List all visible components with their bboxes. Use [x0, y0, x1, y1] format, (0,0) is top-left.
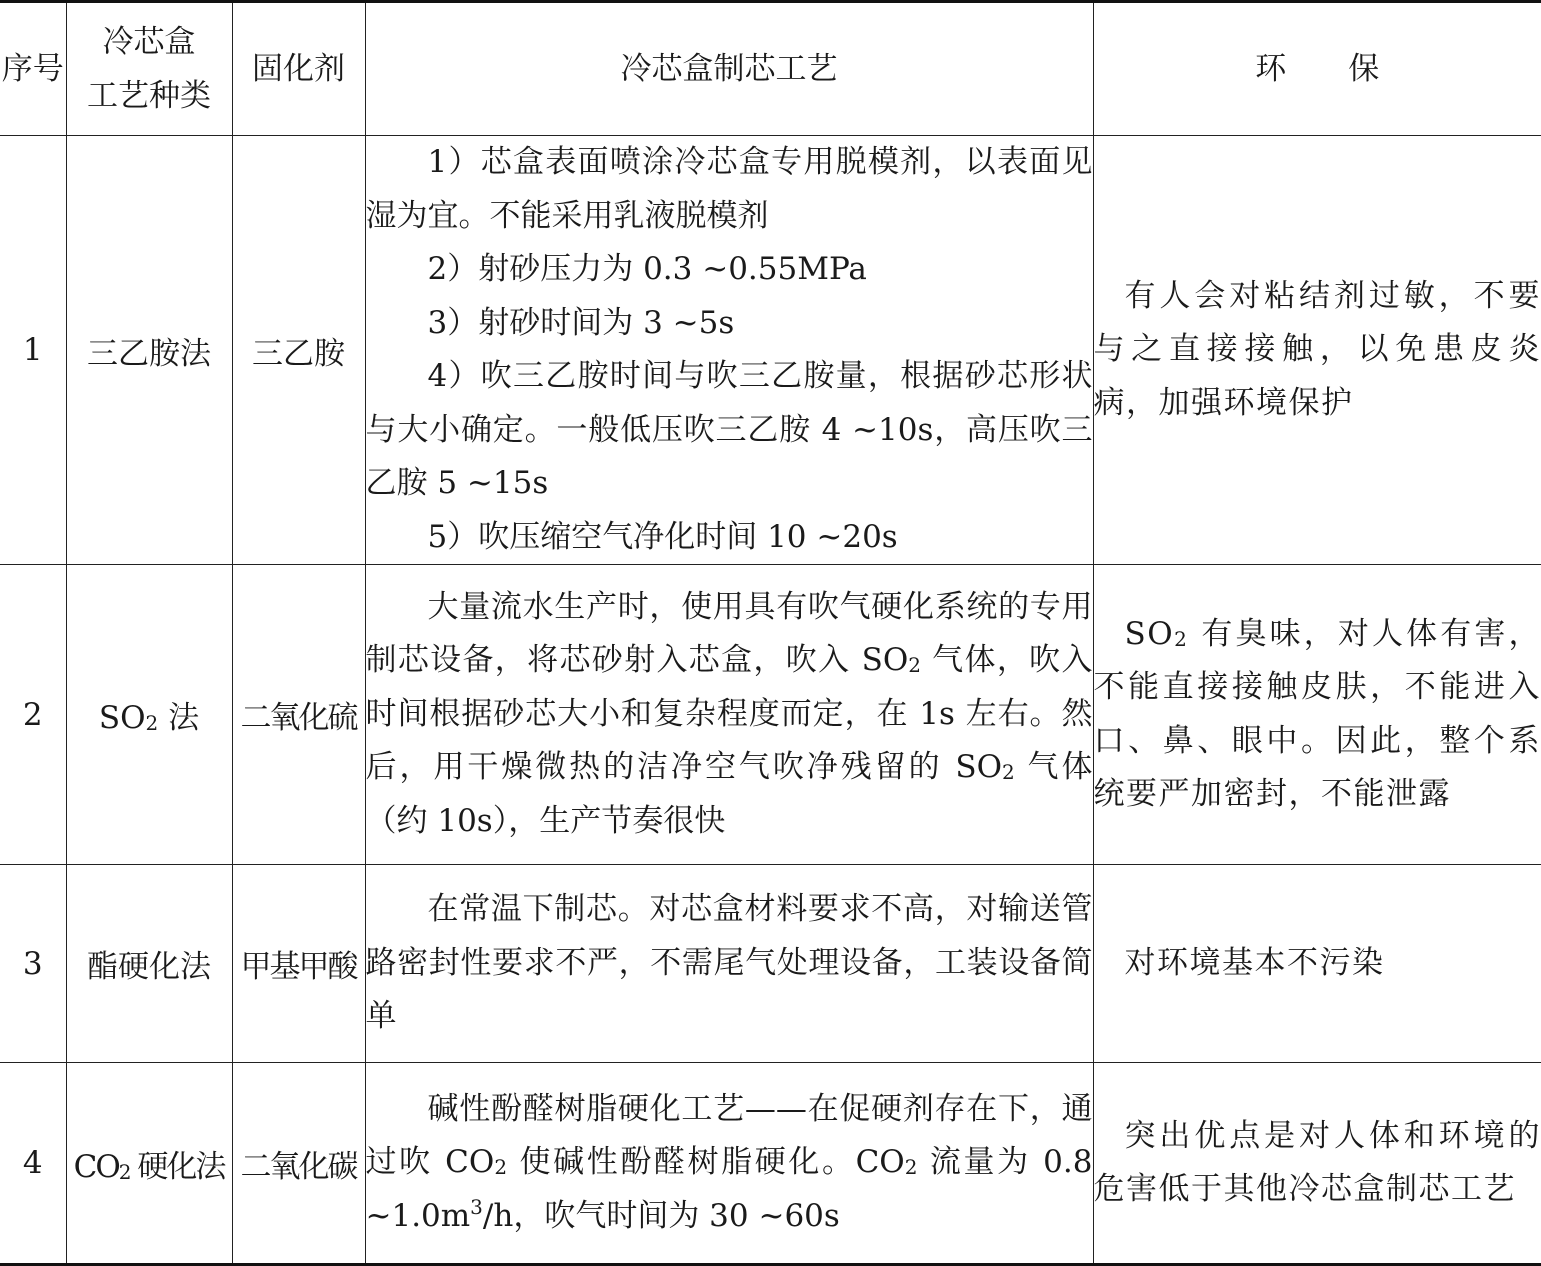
subscript: 2 — [494, 1155, 507, 1179]
row-number: 1 — [0, 136, 66, 565]
table-row — [0, 865, 1541, 1063]
environment-note — [1093, 1063, 1541, 1265]
process-description — [365, 865, 1093, 1063]
header-no: 序号 — [0, 2, 66, 136]
environment-note — [1093, 565, 1541, 865]
process-type: 酯硬化法 — [66, 865, 232, 1063]
header-row — [0, 2, 1541, 136]
text-run: SO — [1125, 616, 1175, 652]
text-run: 气体（约 10s），生产节奏很快 — [366, 749, 1093, 839]
process-type-text: 硬化法 — [130, 1149, 225, 1185]
process-type-text: SO — [99, 700, 146, 736]
subscript: 2 — [119, 1160, 130, 1184]
process-type — [66, 565, 232, 865]
text-run: 有臭味，对人体有害，不能直接接触皮肤，不能进入口、鼻、眼中。因此，整个系统要严加密封，不能泄露 — [1094, 616, 1541, 813]
curing-agent: 二氧化硫 — [232, 565, 365, 865]
process-step: 2）射砂压力为 0.3 ~0.55MPa — [366, 243, 1093, 297]
process-type-text: 法 — [158, 700, 199, 736]
curing-agent: 甲基甲酸 — [232, 865, 365, 1063]
process-step: 4）吹三乙胺时间与吹三乙胺量，根据砂芯形状与大小确定。一般低压吹三乙胺 4 ~10s，高压吹三乙胺 5 ~15s — [366, 350, 1093, 511]
process-type-text: CO — [74, 1149, 119, 1185]
process-type — [66, 1063, 232, 1265]
curing-agent: 二氧化碳 — [232, 1063, 365, 1265]
text-run: 气体，吹入时间根据砂芯大小和复杂程度而定，在 1s 左右。然后，用干燥微热的洁净空气吹净残留的 SO — [366, 642, 1093, 785]
text-run: 流量为 0.8 ~1.0m — [366, 1144, 1093, 1234]
process-description — [365, 1063, 1093, 1265]
environment-text — [1094, 608, 1541, 822]
header-curing-agent: 固化剂 — [232, 2, 365, 136]
row-number: 4 — [0, 1063, 66, 1265]
environment-text: 突出优点是对人体和环境的危害低于其他冷芯盒制芯工艺 — [1094, 1110, 1541, 1217]
environment-note — [1093, 136, 1541, 565]
environment-text: 有人会对粘结剂过敏，不要与之直接接触，以免患皮炎病，加强环境保护 — [1094, 270, 1541, 431]
curing-agent: 三乙胺 — [232, 136, 365, 565]
process-step: 3）射砂时间为 3 ~5s — [366, 297, 1093, 351]
table-row — [0, 565, 1541, 865]
table-row — [0, 136, 1541, 565]
text-run: 碱性酚醛树脂硬化工艺——在促硬剂存在下，通过吹 CO — [366, 1091, 1093, 1181]
process-text — [366, 581, 1093, 849]
subscript: 2 — [1174, 627, 1188, 651]
row-number: 3 — [0, 865, 66, 1063]
subscript: 2 — [1002, 760, 1015, 784]
process-step: 5）吹压缩空气净化时间 10 ~20s — [366, 511, 1093, 565]
subscript: 2 — [146, 711, 159, 735]
header-process-type-line2: 工艺种类 — [67, 69, 232, 123]
superscript: 3 — [470, 1195, 483, 1219]
header-process-type — [66, 2, 232, 136]
row-number: 2 — [0, 565, 66, 865]
header-core-making-process: 冷芯盒制芯工艺 — [365, 2, 1093, 136]
text-run: 使碱性酚醛树脂硬化。CO — [507, 1144, 905, 1180]
environment-text: 对环境基本不污染 — [1094, 937, 1541, 991]
subscript: 2 — [908, 653, 921, 677]
header-environment: 环 保 — [1093, 2, 1541, 136]
text-run: 大量流水生产时，使用具有吹气硬化系统的专用制芯设备，将芯砂射入芯盒，吹入 SO — [366, 589, 1093, 679]
environment-note — [1093, 865, 1541, 1063]
process-type: 三乙胺法 — [66, 136, 232, 565]
process-text — [366, 1083, 1093, 1244]
subscript: 2 — [905, 1155, 918, 1179]
table-row — [0, 1063, 1541, 1265]
process-description — [365, 565, 1093, 865]
header-process-type-line1: 冷芯盒 — [67, 15, 232, 69]
process-text: 在常温下制芯。对芯盒材料要求不高，对输送管路密封性要求不严，不需尾气处理设备，工装设备简单 — [366, 883, 1093, 1044]
process-description — [365, 136, 1093, 565]
text-run: /h，吹气时间为 30 ~60s — [483, 1198, 840, 1234]
process-step: 1）芯盒表面喷涂冷芯盒专用脱模剂，以表面见湿为宜。不能采用乳液脱模剂 — [366, 136, 1093, 243]
